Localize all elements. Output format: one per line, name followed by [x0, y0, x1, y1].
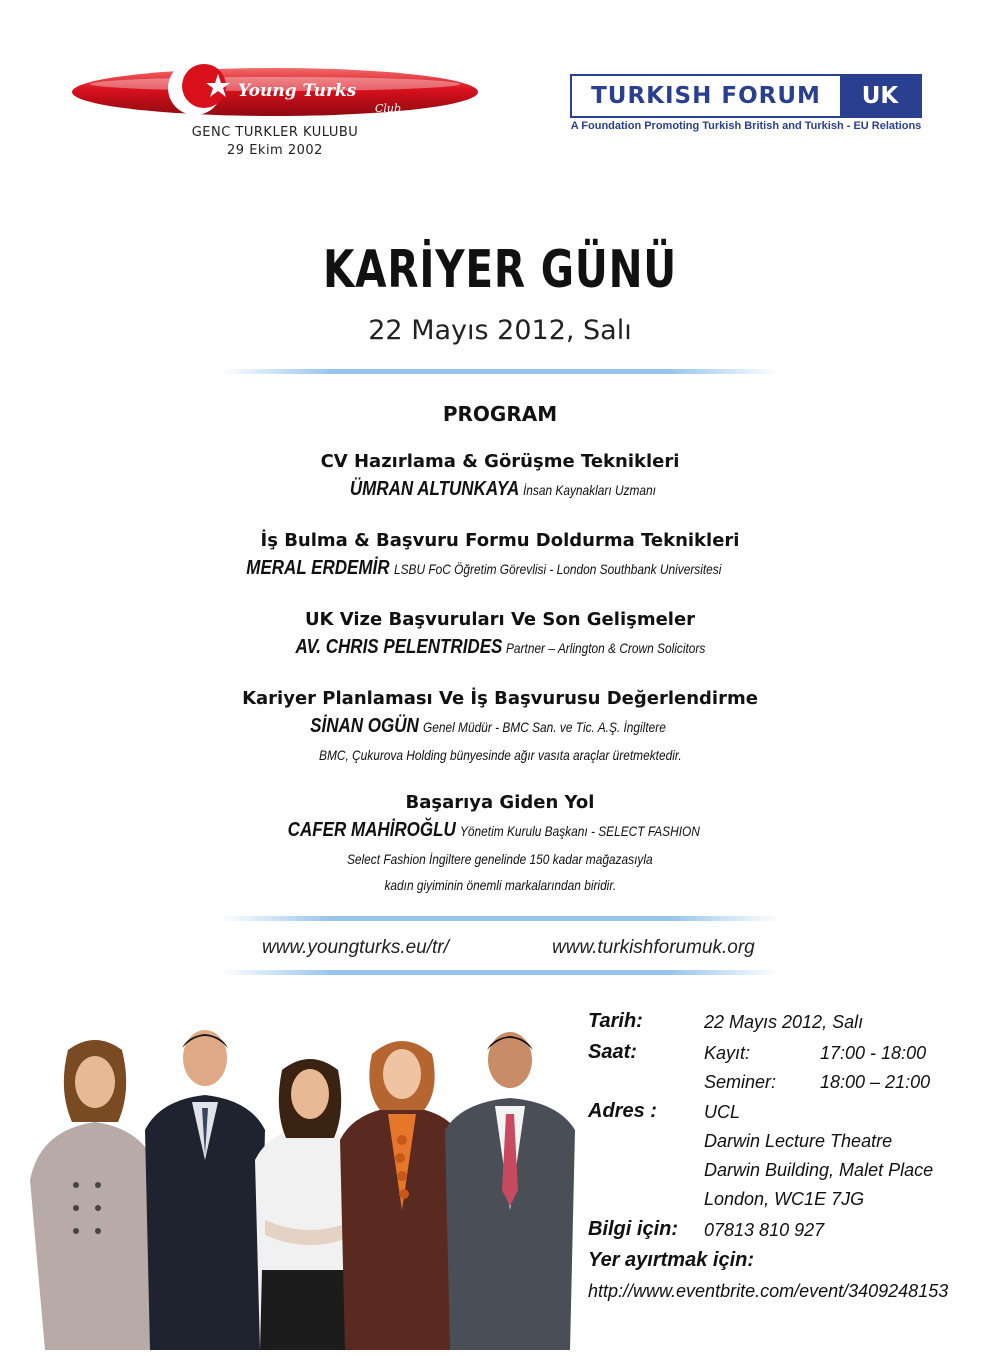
young-turks-founded-date: 29 Ekim 2002: [227, 143, 323, 158]
young-turks-caption: [150, 124, 400, 160]
session-description: [100, 846, 900, 898]
divider: [220, 369, 780, 374]
event-date: 22 Mayıs 2012, Salı: [368, 315, 632, 346]
session-speaker-line: [100, 816, 900, 846]
address-label: Adres :: [588, 1100, 657, 1122]
session-speaker-line: [100, 633, 900, 663]
person-man-dark-suit: [145, 1030, 265, 1350]
person-woman-grey-coat: [30, 1040, 160, 1350]
session-title: İş Bulma & Başvuru Formu Doldurma Teknikleri: [260, 530, 740, 551]
turkish-forum-tagline: A Foundation Promoting Turkish British and Turkish - EU Relations: [570, 120, 922, 132]
young-turks-logo-text: Young Turks: [238, 81, 357, 101]
time-label: Saat:: [588, 1041, 637, 1063]
session-1: [100, 449, 900, 505]
date-value: 22 Mayıs 2012, Salı: [704, 1012, 864, 1032]
session-title: Başarıya Giden Yol: [405, 792, 595, 813]
person-woman-brown-suit: [340, 1041, 462, 1350]
address-line: Darwin Lecture Theatre: [704, 1131, 893, 1151]
speaker-name: ÜMRAN ALTUNKAYA: [350, 478, 520, 500]
event-title: KARİYER GÜNÜ: [322, 240, 678, 300]
info-label: Bilgi için:: [588, 1218, 678, 1240]
speaker-role: LSBU FoC Öğretim Görevlisi - London Southbank Universitesi: [393, 561, 722, 577]
session-5: [100, 790, 900, 898]
session-speaker-line: [100, 554, 900, 584]
people-group-photo: [10, 1010, 580, 1350]
reserve-label: Yer ayırtmak için:: [588, 1249, 755, 1271]
address-line: Darwin Building, Malet Place: [704, 1160, 934, 1180]
speaker-name: CAFER MAHİROĞLU: [287, 819, 456, 841]
reserve-url-link[interactable]: http://www.eventbrite.com/event/3409248153: [588, 1281, 949, 1301]
speaker-name: AV. CHRIS PELENTRIDES: [295, 636, 503, 658]
info-phone[interactable]: 07813 810 927: [704, 1220, 825, 1240]
turkish-forum-name: TURKISH FORUM: [591, 83, 821, 109]
session-description-line: kadın giyiminin önemli markalarından biridir.: [384, 877, 616, 893]
turkish-forum-country: UK: [840, 76, 920, 116]
session-title: CV Hazırlama & Görüşme Teknikleri: [320, 451, 680, 472]
speaker-name: SİNAN OGÜN: [310, 715, 420, 737]
speaker-role: Partner – Arlington & Crown Solicitors: [506, 640, 706, 656]
speaker-role: Yönetim Kurulu Başkanı - SELECT FASHION: [459, 823, 700, 839]
person-man-grey-suit: [445, 1032, 575, 1350]
session-speaker-line: [100, 712, 900, 742]
seminar-time: 18:00 – 21:00: [820, 1072, 931, 1092]
turkish-forum-website-link[interactable]: www.turkishforumuk.org: [552, 937, 755, 958]
young-turks-website-link[interactable]: www.youngturks.eu/tr/: [262, 937, 449, 958]
session-3: [100, 607, 900, 663]
session-title: Kariyer Planlaması Ve İş Başvurusu Değerlendirme: [242, 688, 758, 709]
session-title: UK Vize Başvuruları Ve Son Gelişmeler: [304, 609, 696, 630]
young-turks-logo-subtext: Club: [375, 102, 402, 115]
seminar-label: Seminer:: [704, 1072, 777, 1092]
registration-label: Kayıt:: [704, 1043, 751, 1063]
address-line: London, WC1E 7JG: [704, 1189, 865, 1209]
registration-time: 17:00 - 18:00: [820, 1043, 927, 1063]
divider: [220, 916, 780, 921]
young-turks-org-name: GENC TURKLER KULUBU: [191, 125, 359, 140]
turkish-forum-logo: [570, 74, 922, 118]
date-label: Tarih:: [588, 1010, 643, 1032]
session-speaker-line: [100, 475, 900, 505]
speaker-role: İnsan Kaynakları Uzmanı: [523, 482, 657, 498]
session-description-line: Select Fashion İngiltere genelinde 150 kadar mağazasıyla: [347, 851, 653, 867]
divider: [220, 970, 780, 975]
speaker-role: Genel Müdür - BMC San. ve Tic. A.Ş. İngiltere: [423, 719, 666, 735]
session-4: [100, 686, 900, 768]
address-line: UCL: [704, 1102, 741, 1122]
speaker-name: MERAL ERDEMİR: [246, 557, 390, 579]
session-2: [100, 528, 900, 584]
program-heading: PROGRAM: [442, 402, 558, 426]
session-description: [100, 742, 900, 768]
session-description-line: BMC, Çukurova Holding bünyesinde ağır vasıta araçlar üretmektedir.: [318, 747, 682, 763]
young-turks-logo: [70, 62, 480, 122]
